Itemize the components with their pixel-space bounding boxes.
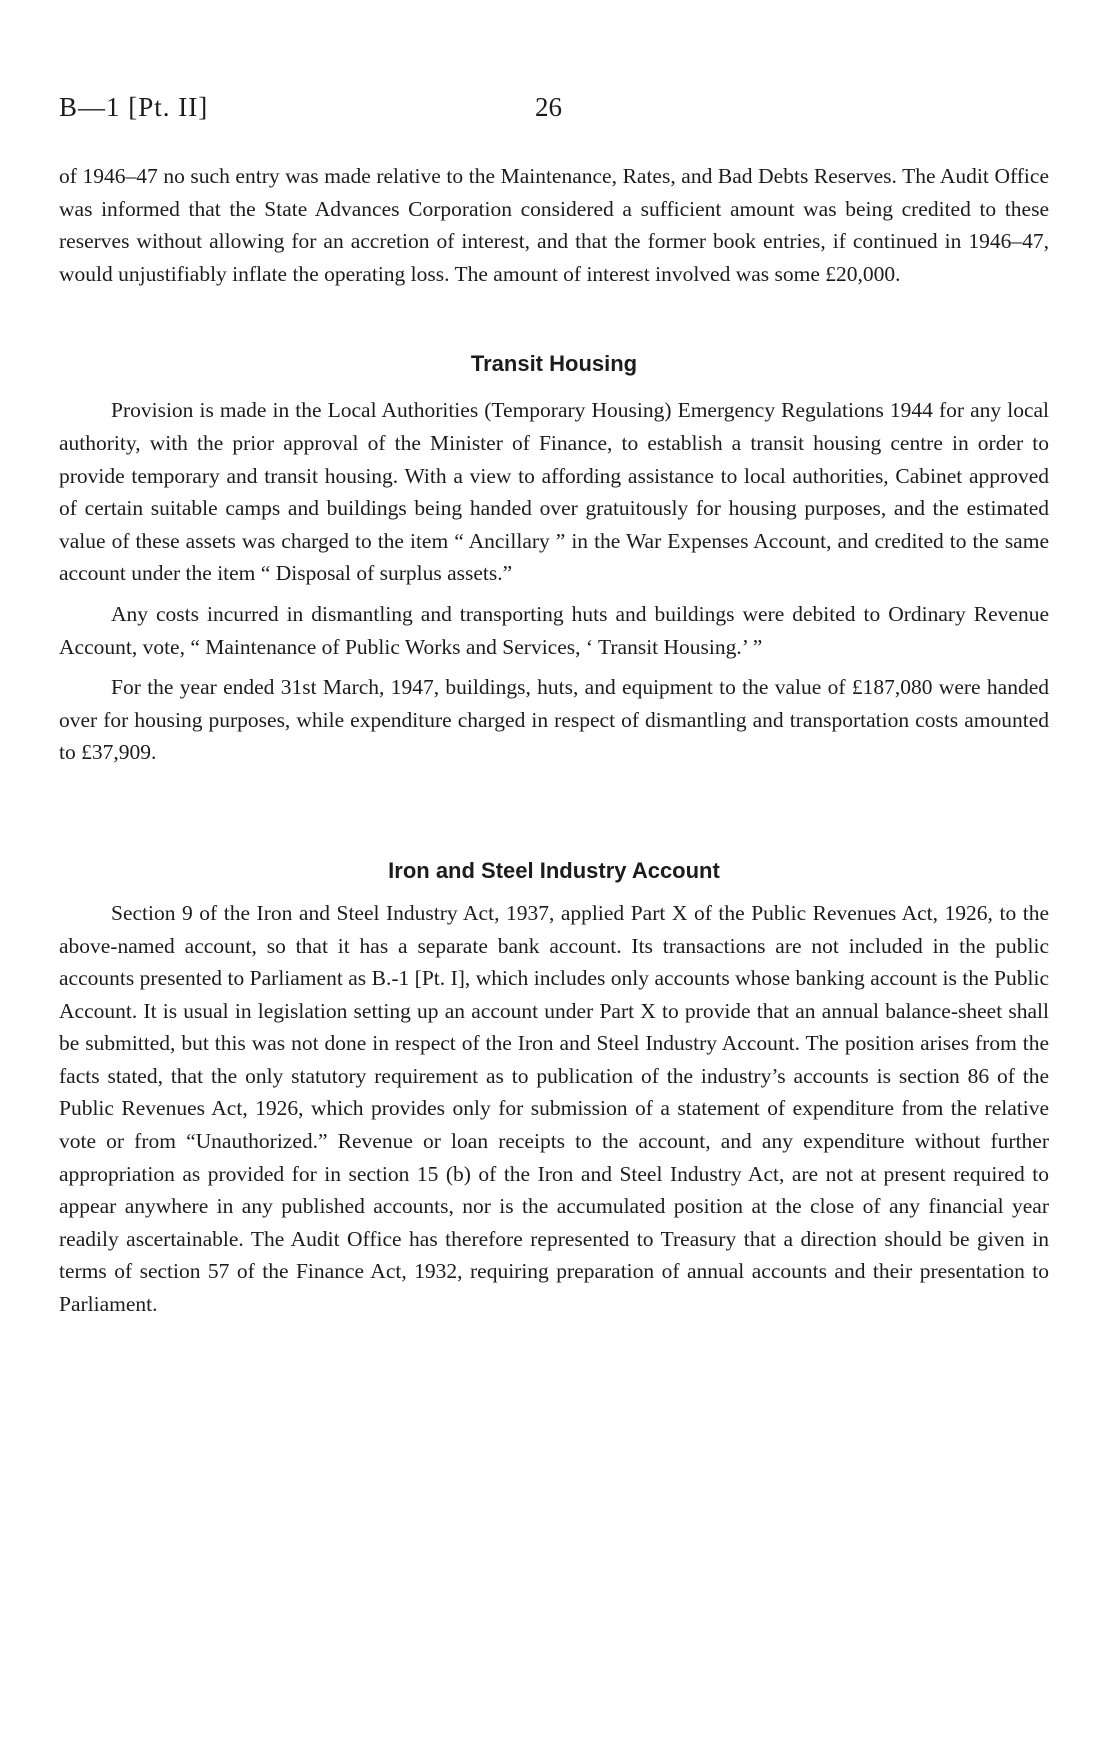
transit-housing-paragraph-1: Provision is made in the Local Authorities (Temporary Housing) Emergency Regulations 1944 for any local authority, with the prior approval of the Minister of Finance, to establish a transit housing centre in order to provide temporary and transit housing. With a view to affording assistance to local authorities, Cabinet approved of certain suitable camps and buildings being handed over gratuitously for housing purposes, and the estimated value of these assets was charged to the item “ Ancillary ” in the War Expenses Account, and credited to the same account under the item “ Disposal of surplus assets.” [59,398,1049,586]
intro-paragraph: of 1946–47 no such entry was made relative to the Maintenance, Rates, and Bad Debts Reserves. The Audit Office was informed that the State Advances Corporation considered a sufficient amount was being credited to these reserves without allowing for an accretion of interest, and that the former book entries, if continued in 1946–47, would unjustifiably inflate the operating loss. The amount of interest involved was some £20,000. [59,164,1049,286]
iron-steel-heading: Iron and Steel Industry Account [388,857,720,883]
document-reference: B—1 [Pt. II] [59,92,209,122]
transit-housing-paragraph-3: For the year ended 31st March, 1947, buildings, huts, and equipment to the value of £187,080 were handed over for housing purposes, while expenditure charged in respect of dismantling and transportation costs amounted to £37,909. [59,675,1049,765]
transit-housing-paragraph-2: Any costs incurred in dismantling and transporting huts and buildings were debited to Ordinary Revenue Account, vote, “ Maintenance of Public Works and Services, ‘ Transit Housing.’ ” [59,601,1049,659]
iron-steel-paragraph: Section 9 of the Iron and Steel Industry Act, 1937, applied Part X of the Public Revenues Act, 1926, to the above-named account, so that it has a separate bank account. Its transactions are not included in the public accounts presented to Parliament as B.-1 [Pt. I], which includes only accounts whose banking account is the Public Account. It is usual in legislation setting up an account under Part X to provide that an annual balance-sheet shall be submitted, but this was not done in respect of the Iron and Steel Industry Account. The position arises from the facts stated, that the only statutory requirement as to publication of the industry’s accounts is section 86 of the Public Revenues Act, 1926, which provides only for submission of a statement of expenditure from the relative vote or from “Unauthorized.” Revenue or loan receipts to the account, and any expenditure without further appropriation as provided for in section 15 (b) of the Iron and Steel Industry Act, are not at present required to appear anywhere in any published accounts, nor is the accumulated position at the close of any financial year readily ascertainable. The Audit Office has therefore represented to Treasury that a direction should be given in terms of section 57 of the Finance Act, 1932, requiring preparation of annual accounts and their presentation to Parliament. [59,900,1049,1317]
transit-housing-heading: Transit Housing [470,351,638,377]
page-header [59,92,1049,132]
page-number: 26 [535,92,562,122]
document-page [59,92,1049,1321]
